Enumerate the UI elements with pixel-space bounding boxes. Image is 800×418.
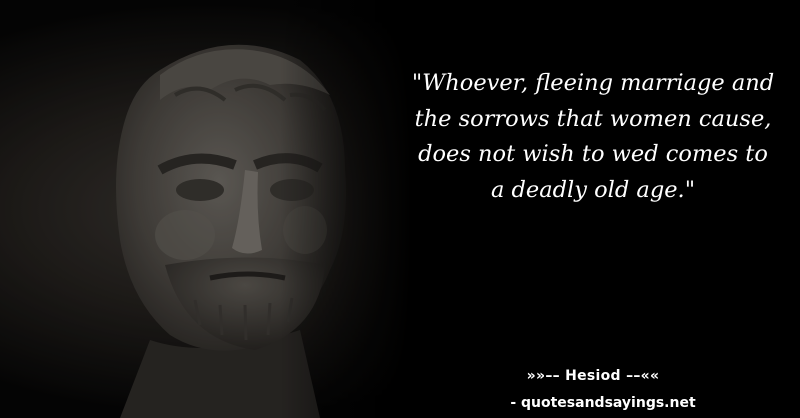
quote-text: "Whoever, fleeing marriage and the sorrows that women cause, does not wish to wed comes to a deadly old age.": [411, 70, 775, 203]
quote-attribution: [480, 368, 706, 384]
attribution-suffix: ––««: [620, 368, 660, 384]
attribution-prefix: »»––: [526, 368, 566, 384]
author-name: Hesiod: [565, 368, 621, 384]
site-credit: - quotesandsayings.net: [510, 395, 696, 411]
